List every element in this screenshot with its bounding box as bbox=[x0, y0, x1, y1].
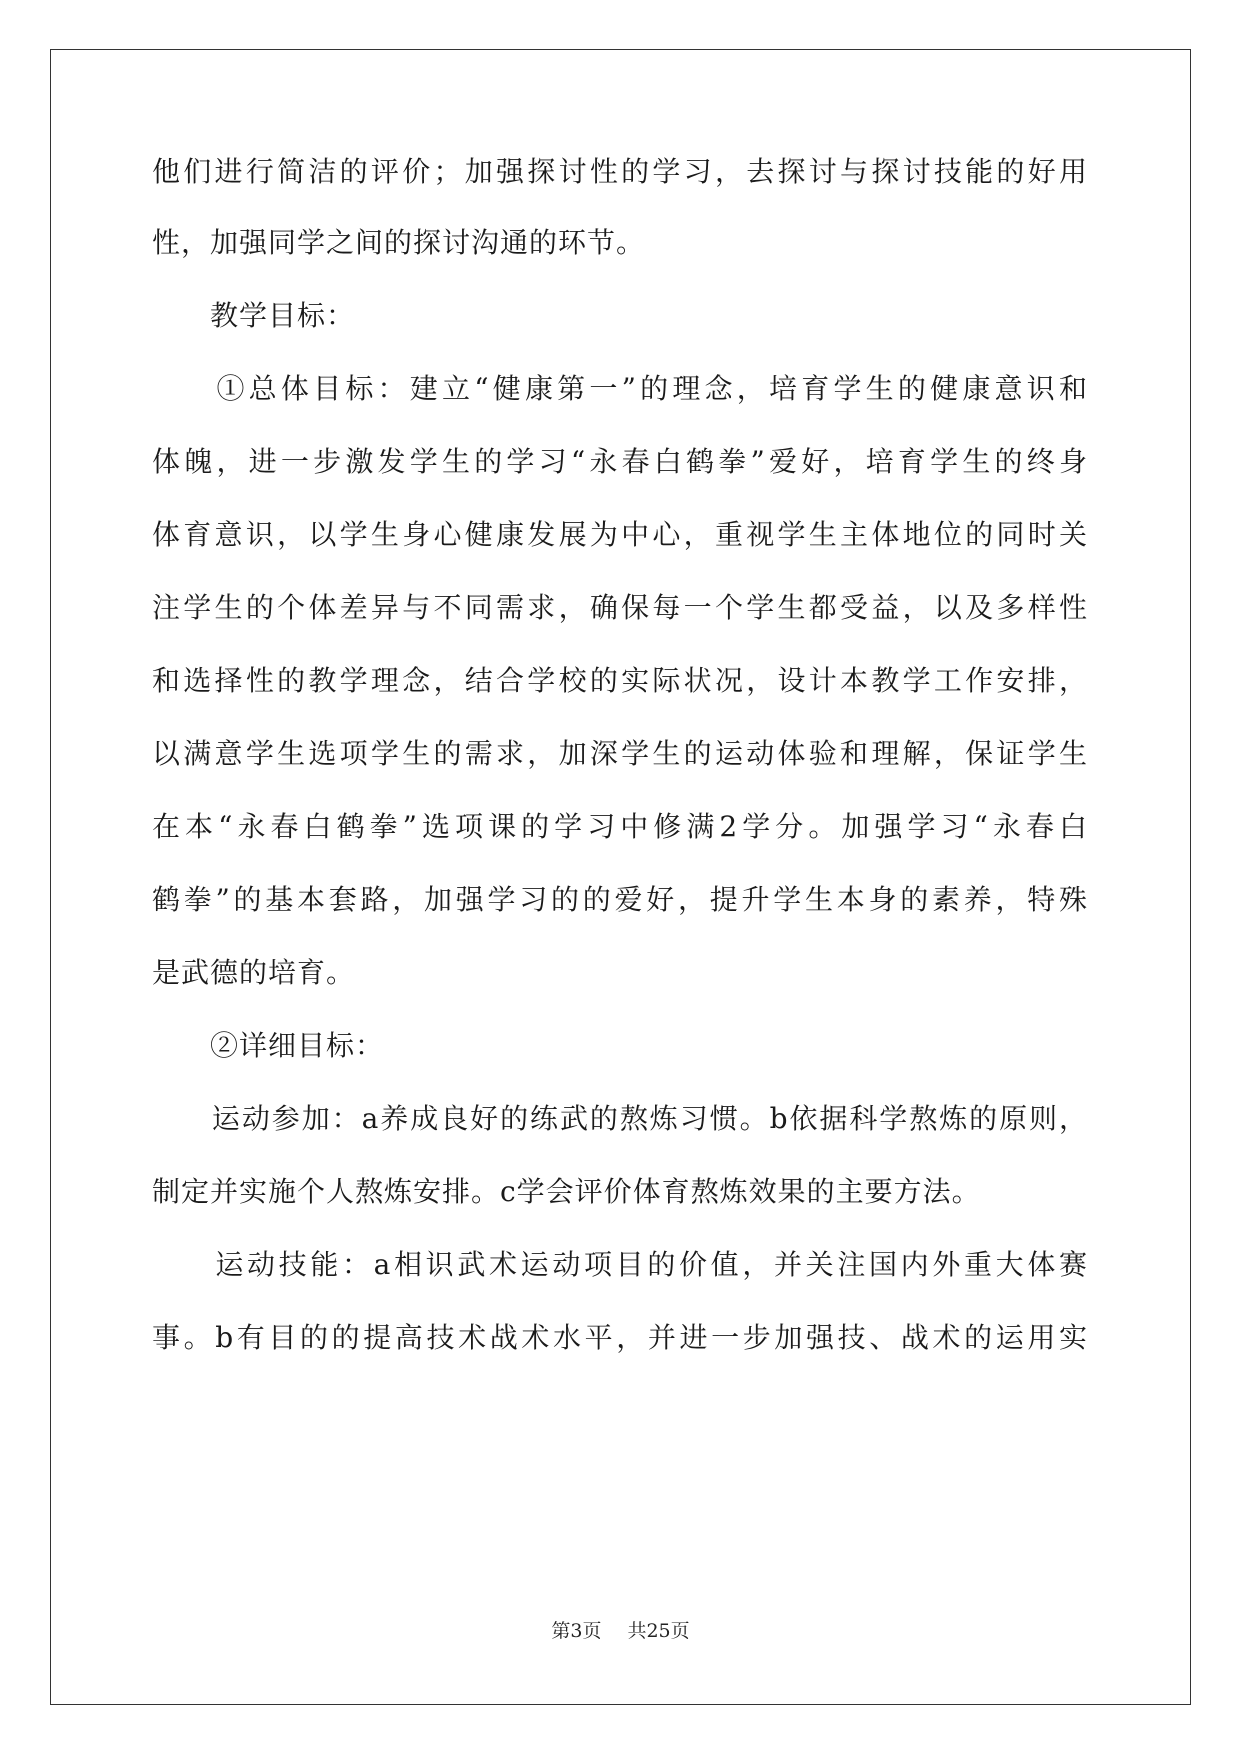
text-line: 性，加强同学之间的探讨沟通的环节。 bbox=[152, 226, 646, 259]
page-footer bbox=[0, 1619, 1241, 1643]
text-line: 和选择性的教学理念，结合学校的实际状况，设计本教学工作安排， bbox=[152, 664, 1088, 697]
page-total: 共25页 bbox=[627, 1620, 690, 1642]
page-number: 第3页 bbox=[551, 1620, 602, 1642]
text-line: 体育意识，以学生身心健康发展为中心，重视学生主体地位的同时关 bbox=[152, 518, 1088, 551]
text-line: 制定并实施个人熬炼安排。c学会评价体育熬炼效果的主要方法。 bbox=[152, 1175, 981, 1208]
text-line: 他们进行简洁的评价；加强探讨性的学习，去探讨与探讨技能的好用 bbox=[152, 155, 1088, 188]
text-line: ①总体目标：建立“健康第一”的理念，培育学生的健康意识和 bbox=[152, 372, 1088, 405]
section-heading: 教学目标： bbox=[152, 299, 356, 332]
text-line: 体魄，进一步激发学生的学习“永春白鹤拳”爱好，培育学生的终身 bbox=[152, 445, 1088, 478]
text-line: 以满意学生选项学生的需求，加深学生的运动体验和理解，保证学生 bbox=[152, 737, 1088, 770]
text-line: 是武德的培育。 bbox=[152, 956, 356, 989]
text-line: 运动技能：a相识武术运动项目的价值，并关注国内外重大体赛 bbox=[152, 1248, 1088, 1281]
text-line: 鹤拳”的基本套路，加强学习的的爱好，提升学生本身的素养，特殊 bbox=[152, 883, 1088, 916]
text-line: 注学生的个体差异与不同需求，确保每一个学生都受益，以及多样性 bbox=[152, 591, 1088, 624]
text-line: 运动参加：a养成良好的练武的熬炼习惯。b依据科学熬炼的原则， bbox=[152, 1102, 1088, 1135]
text-line: 在本“永春白鹤拳”选项课的学习中修满2学分。加强学习“永春白 bbox=[152, 810, 1088, 843]
section-heading: ②详细目标： bbox=[152, 1029, 385, 1062]
text-line: 事。b有目的的提高技术战术水平，并进一步加强技、战术的运用实 bbox=[152, 1321, 1088, 1354]
